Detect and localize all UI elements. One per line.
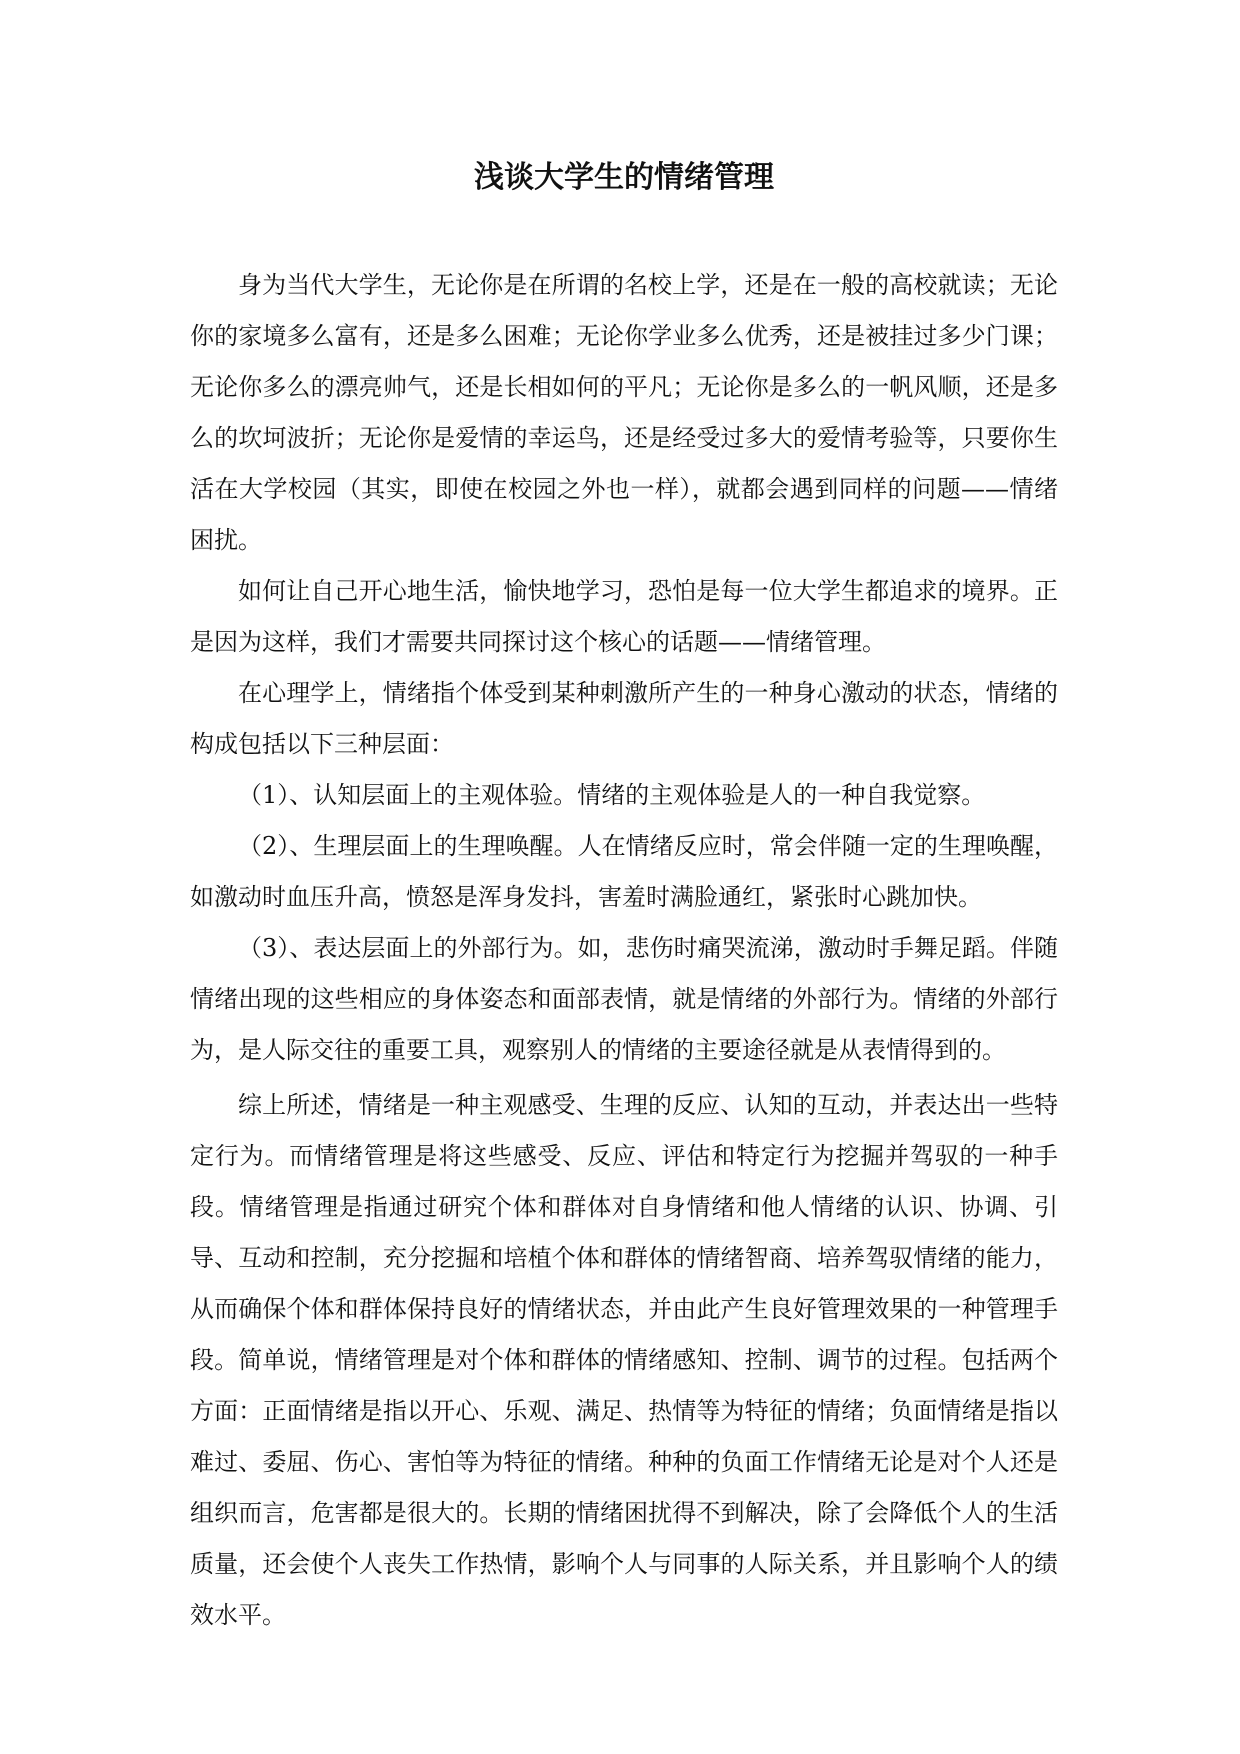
paragraph-level-2: （2）、生理层面上的生理唤醒。人在情绪反应时，常会伴随一定的生理唤醒，如激动时血压升高，愤怒是浑身发抖，害羞时满脸通红，紧张时心跳加快。 — [190, 832, 1058, 911]
paragraph-summary: 综上所述，情绪是一种主观感受、生理的反应、认知的互动，并表达出一些特定行为。而情绪管理是将这些感受、反应、评估和特定行为挖掘并驾驭的一种手段。情绪管理是指通过研究个体和群体对自身情绪和他人情绪的认识、协调、引导、互动和控制，充分挖掘和培植个体和群体的情绪智商、培养驾驭情绪的能力，从而确保个体和群体保持良好的情绪状态，并由此产生良好管理效果的一种管理手段。简单说，情绪管理是对个体和群体的情绪感知、控制、调节的过程。包括两个方面：正面情绪是指以开心、乐观、满足、热情等为特征的情绪；负面情绪是指以难过、委屈、伤心、害怕等为特征的情绪。种种的负面工作情绪无论是对个人还是组织而言，危害都是很大的。长期的情绪困扰得不到解决，除了会降低个人的生活质量，还会使个人丧失工作热情，影响个人与同事的人际关系，并且影响个人的绩效水平。 — [190, 1091, 1058, 1629]
paragraph-intro: 身为当代大学生，无论你是在所谓的名校上学，还是在一般的高校就读；无论你的家境多么富有，还是多么困难；无论你学业多么优秀，还是被挂过多少门课；无论你多么的漂亮帅气，还是长相如何的平凡；无论你是多么的一帆风顺，还是多么的坎坷波折；无论你是爱情的幸运鸟，还是经受过多大的爱情考验等，只要你生活在大学校园（其实，即使在校园之外也一样），就都会遇到同样的问题——情绪困扰。 — [190, 271, 1058, 554]
document-body — [190, 155, 1058, 1641]
paragraph-happiness: 如何让自己开心地生活，愉快地学习，恐怕是每一位大学生都追求的境界。正是因为这样，我们才需要共同探讨这个核心的话题——情绪管理。 — [190, 577, 1058, 656]
paragraph-definition: 在心理学上，情绪指个体受到某种刺激所产生的一种身心激动的状态，情绪的构成包括以下三种层面： — [190, 679, 1058, 758]
paragraph-level-3: （3）、表达层面上的外部行为。如，悲伤时痛哭流涕，激动时手舞足蹈。伴随情绪出现的这些相应的身体姿态和面部表情，就是情绪的外部行为。情绪的外部行为，是人际交往的重要工具，观察别人的情绪的主要途径就是从表情得到的。 — [190, 934, 1058, 1064]
document-title: 浅谈大学生的情绪管理 — [474, 160, 774, 195]
paragraph-level-1: （1）、认知层面上的主观体验。情绪的主观体验是人的一种自我觉察。 — [238, 781, 986, 809]
